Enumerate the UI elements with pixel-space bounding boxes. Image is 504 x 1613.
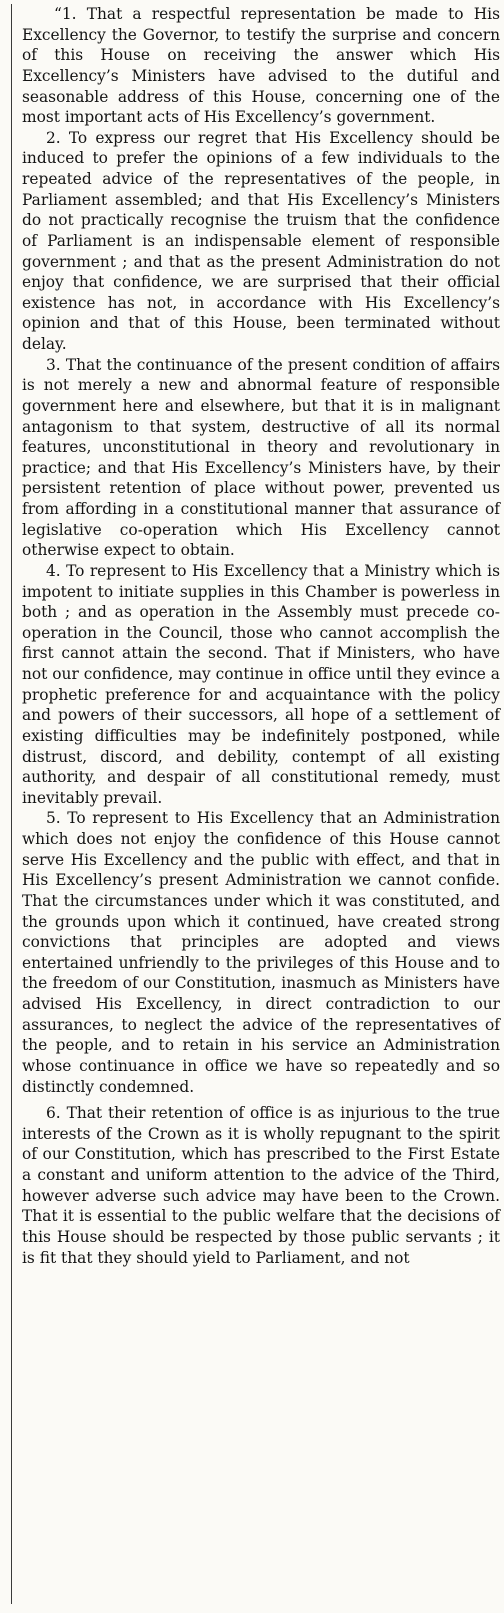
paragraph-3: [22, 355, 500, 561]
paragraph-5: [22, 808, 500, 1097]
paragraph-5-text: To represent to His Excellency that an Administration which does not enjoy the confidence of this House cannot serve His Excellency and the public with effect, and that in His Excellency’s present Administration we cannot confide. That the circumstances under which it was constituted, and the grounds upon which it continued, have created strong convictions that principles are adopted and views entertained unfriendly to the privileges of this House and to the freedom of our Constitution, inasmuch as Ministers have advised His Excellency, in direct contradiction to our assurances, to neglect the advice of the representatives of the people, and to retain in his service an Administration whose continuance in office we have so repeatedly and so distinctly condemned.: [22, 809, 500, 1096]
paragraph-2: [22, 128, 500, 355]
paragraph-5-number: 5.: [46, 809, 61, 828]
paragraph-1-number: “1.: [54, 5, 77, 23]
paragraph-1-text: That a respectful representation be made to His Excellency the Governor, to testify the surprise and concern of this House on receiving the answer which His Excellency’s Ministers have advised to the dutiful and seasonable address of this House, concerning one of the most important acts of His Excellency’s government.: [22, 5, 500, 127]
paragraph-3-number: 3.: [46, 355, 61, 374]
paragraph-6: [22, 1103, 500, 1268]
paragraph-6-text: That their retention of office is as injurious to the true interests of the Crown as it is wholly repugnant to the spirit of our Constitution, which has prescribed to the First Estate a constant and uniform attention to the advice of the Third, however adverse such advice may have been to the Crown. That it is essential to the public welfare that the decisions of this House should be respected by those public servants ; it is fit that they should yield to Parliament, and not: [22, 1104, 500, 1267]
paragraph-4: [22, 561, 500, 809]
article-column: [22, 4, 500, 1268]
paragraph-3-text: That the continuance of the present condition of affairs is not merely a new and abnormal feature of responsible government here and elsewhere, but that it is in malignant antagonism to that system, destructive of all its normal features, unconstitutional in theory and revolutionary in practice; and that His Excellency’s Ministers have, by their persistent retention of place without power, prevented us from affording in a constitutional manner that assurance of legislative co-operation which His Excellency cannot otherwise expect to obtain.: [22, 355, 500, 560]
paragraph-1: [22, 4, 500, 128]
paragraph-2-number: 2.: [46, 128, 61, 147]
paragraph-6-number: 6.: [46, 1104, 61, 1123]
paragraph-4-number: 4.: [46, 561, 61, 580]
paragraph-4-text: To represent to His Excellency that a Ministry which is impotent to initiate supplies in this Chamber is powerless in both ; and as operation in the Assembly must precede co-operation in the Council, those who cannot accomplish the first cannot attain the second. That if Ministers, who have not our confidence, may continue in office until they evince a prophetic preference for and acquaintance with the policy and powers of their successors, all hope of a settlement of existing difficulties may be indefinitely postponed, while distrust, discord, and debility, contempt of all existing authority, and despair of all constitutional remedy, must inevitably prevail.: [22, 561, 500, 807]
column-rule: [11, 4, 12, 1604]
paragraph-2-text: To express our regret that His Excellency should be induced to prefer the opinions of a few individuals to the repeated advice of the representatives of the people, in Parliament assembled; and that His Excellency’s Ministers do not practically recognise the truism that the confidence of Parliament is an indispensable element of responsible government ; and that as the present Administration do not enjoy that confidence, we are surprised that their official existence has not, in accordance with His Excellency’s opinion and that of this House, been terminated without delay.: [22, 128, 500, 353]
